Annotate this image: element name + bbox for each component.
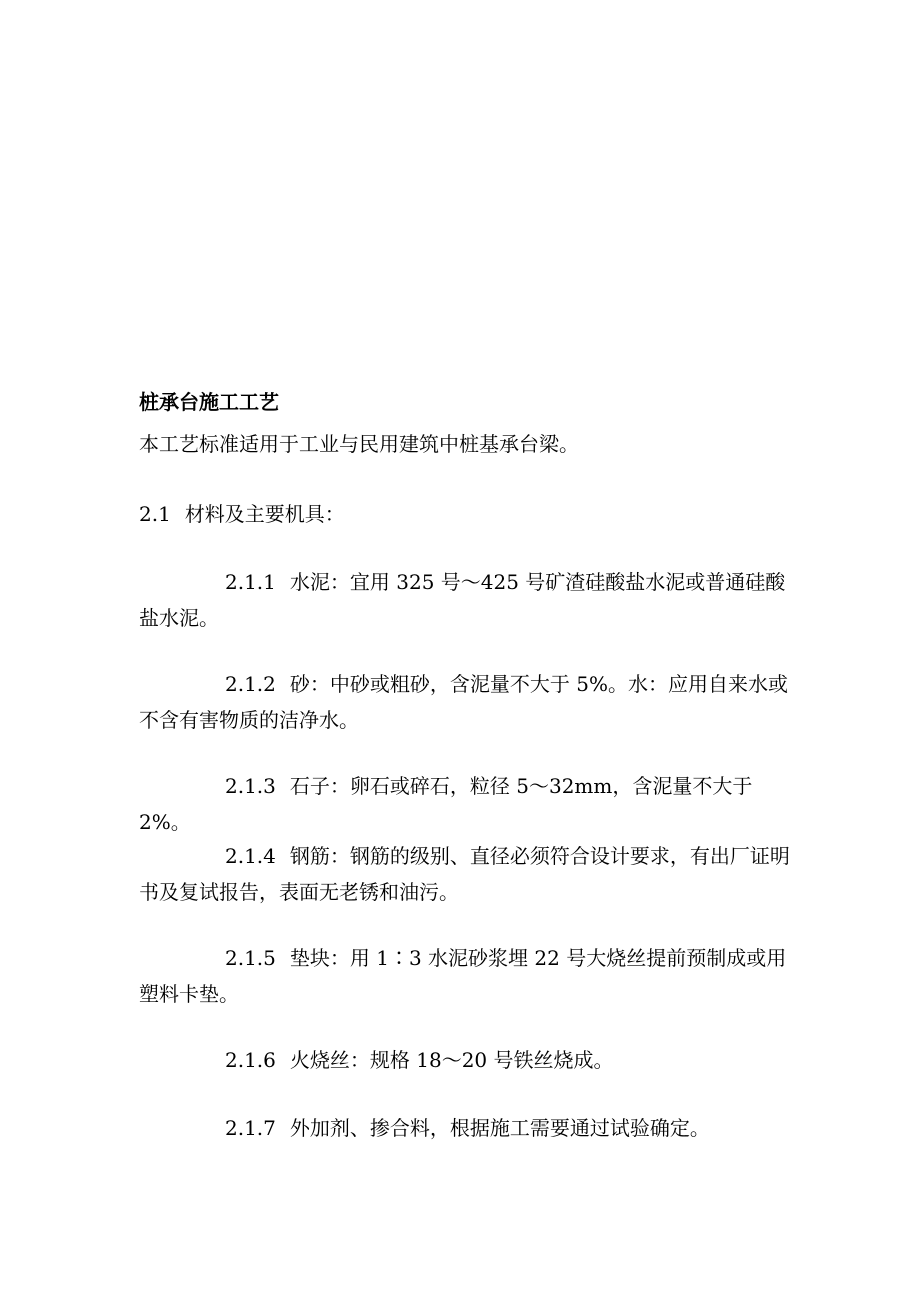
item-text: 钢筋：钢筋的级别、直径必须符合设计要求，有出厂证明书及复试报告，表面无老锈和油污。 [139,844,790,904]
section-2-1 [139,496,345,532]
item-number: 2.1.1 [225,570,276,594]
item-number: 2.1.6 [225,1048,276,1072]
intro-paragraph: 本工艺标准适用于工业与民用建筑中桩基承台梁。 [139,432,579,456]
list-item [139,666,799,738]
item-text: 火烧丝：规格 18～20 号铁丝烧成。 [289,1048,614,1072]
list-item [139,940,799,1012]
item-number: 2.1.4 [225,844,276,868]
document-title: 桩承台施工工艺 [139,390,279,414]
item-number: 2.1.5 [225,946,276,970]
section-heading: 材料及主要机具： [184,502,345,526]
list-item [139,768,799,840]
list-item [139,564,799,636]
item-number: 2.1.7 [225,1116,276,1140]
item-text: 垫块：用 1∶3 水泥砂浆埋 22 号大烧丝提前预制成或用塑料卡垫。 [139,946,787,1006]
item-number: 2.1.3 [225,774,276,798]
item-text: 石子：卵石或碎石，粒径 5～32mm，含泥量不大于 2%。 [139,774,753,834]
list-item [139,1110,799,1146]
list-item [139,1042,799,1078]
item-text: 水泥：宜用 325 号～425 号矿渣硅酸盐水泥或普通硅酸盐水泥。 [139,570,786,630]
section-number: 2.1 [139,502,171,526]
item-number: 2.1.2 [225,672,276,696]
item-text: 外加剂、掺合料，根据施工需要通过试验确定。 [289,1116,710,1140]
list-item [139,838,799,910]
item-text: 砂：中砂或粗砂，含泥量不大于 5%。水：应用自来水或不含有害物质的洁净水。 [139,672,788,732]
